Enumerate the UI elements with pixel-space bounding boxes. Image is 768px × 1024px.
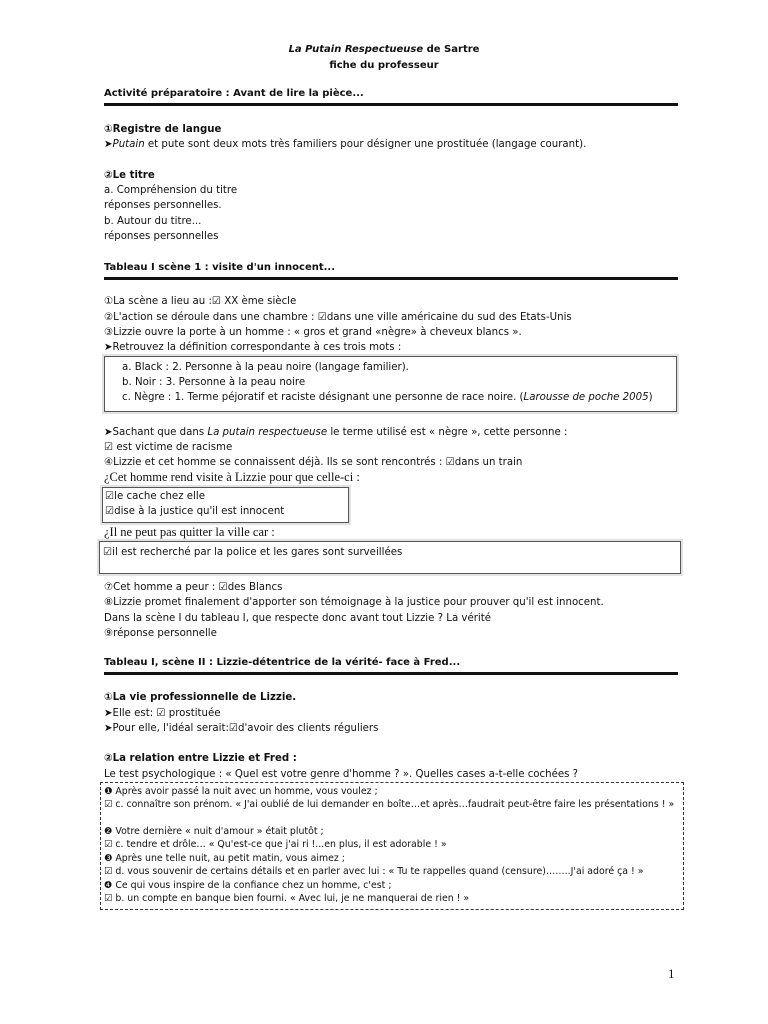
section-rule [104,672,678,675]
scene-end-line: ⑦Cet homme a peur : ☑des Blancs [104,582,283,593]
visit-question: ¿Cet homme rend visite à Lizzie pour que celle-ci : [104,470,360,484]
relation-title: ②La relation entre Lizzie et Fred : [104,753,297,764]
title-rest: de Sartre [423,44,480,55]
document-subtitle: fiche du professeur [329,60,439,71]
arrow-icon: ➤ [104,139,113,150]
titre-line: réponses personnelles. [104,200,222,211]
scene-end-line: Dans la scène I du tableau I, que respecte donc avant tout Lizzie ? La vérité [104,613,492,624]
titre-line: b. Autour du titre... [104,216,202,227]
registre-text: et pute sont deux mots très familiers pour désigner une prostituée (langage courant). [144,139,587,150]
title-italic: La Putain Respectueuse [288,44,424,55]
visit-answer: ☑le cache chez elle [105,491,205,502]
vie-title: ①La vie professionnelle de Lizzie. [104,692,297,703]
definition-c-close: ) [648,392,653,403]
definition-item: b. Noir : 3. Personne à la peau noire [122,377,306,388]
section-heading-tableau1-scene2: Tableau I, scène II : Lizzie-détentrice de la vérité- face à Fred... [104,657,461,668]
scene-end-line: ⑧Lizzie promet finalement d'apporter son témoignage à la justice pour prouver qu'il est innocent. [104,597,604,608]
definition-source: Larousse de poche 2005 [523,392,649,403]
registre-title: ①Registre de langue [104,124,222,135]
titre-line: réponses personnelles [104,231,219,242]
sachant-rest: le terme utilisé est « nègre », cette personne : [327,427,568,438]
quiz-question: ❷ Votre dernière « nuit d'amour » était plutôt ; [104,826,324,837]
section-heading-tableau1-scene1: Tableau I scène 1 : visite d'un innocent... [104,262,336,273]
test-line: Le test psychologique : « Quel est votre genre d'homme ? ». Quelles cases a-t-elle cochées ? [104,769,579,780]
quiz-answer: ☑ c. connaître son prénom. « J'ai oublié de lui demander en boîte…et après…faudrait peut-être faire les présentations ! » [104,799,675,810]
sachant-line [104,426,567,439]
scene-line: ①La scène a lieu au :☑ XX ème siècle [104,296,297,307]
visit-answer: ☑dise à la justice qu'il est innocent [105,506,285,517]
registre-word: Putain [112,139,145,150]
scene-end-line: ⑨réponse personnelle [104,628,217,639]
definition-item: a. Black : 2. Personne à la peau noire (langage familier). [122,362,409,373]
quiz-question: ❹ Ce qui vous inspire de la confiance chez un homme, c'est ; [104,880,392,891]
leave-answer: ☑il est recherché par la police et les gares sont surveillées [103,547,403,558]
scene-line: ➤Retrouvez la définition correspondante à ces trois mots : [104,342,402,353]
answer-line: ④Lizzie et cet homme se connaissent déjà. Ils se sont rencontrés : ☑dans un train [104,457,523,468]
vie-line: ➤Elle est: ☑ prostituée [104,708,221,719]
definition-item [122,391,693,404]
document-title [0,44,768,55]
titre-line: a. Compréhension du titre [104,185,238,196]
quiz-answer: ☑ b. un compte en banque bien fourni. « Avec lui, je ne manquerai de rien ! » [104,893,470,904]
registre-line [104,138,586,151]
scene-line: ②L'action se déroule dans une chambre : ☑dans une ville américaine du sud des Etats-Unis [104,312,572,323]
section-rule [104,277,678,280]
sachant-prefix: ➤Sachant que dans [104,427,208,438]
answer-line: ☑ est victime de racisme [104,442,233,453]
sachant-title: La putain respectueuse [207,427,328,438]
leave-answer-box [99,541,681,574]
leave-question: ¿Il ne peut pas quitter la ville car : [104,525,275,539]
quiz-answer: ☑ d. vous souvenir de certains détails et en parler avec lui : « Tu te rappelles quand (censure)……..J'ai adoré ça ! » [104,866,644,877]
visit-answers-box [102,487,349,523]
section-rule [104,103,678,106]
titre-title: ②Le titre [104,170,155,181]
scene-line: ③Lizzie ouvre la porte à un homme : « gros et grand «nègre» à cheveux blancs ». [104,327,522,338]
definitions-box [104,356,677,412]
vie-line: ➤Pour elle, l'idéal serait:☑d'avoir des clients réguliers [104,723,379,734]
quiz-question: ❶ Après avoir passé la nuit avec un homme, vous voulez ; [104,786,378,797]
quiz-question: ❸ Après une telle nuit, au petit matin, vous aimez ; [104,853,345,864]
quiz-answer: ☑ c. tendre et drôle… « Qu'est-ce que j'ai ri !...en plus, il est adorable ! » [104,839,447,850]
page-number: 1 [668,966,675,981]
section-heading-preparatoire: Activité préparatoire : Avant de lire la pièce... [104,88,364,99]
definition-c-text: c. Nègre : 1. Terme péjoratif et raciste désignant une personne de race noire. ( [122,392,524,403]
